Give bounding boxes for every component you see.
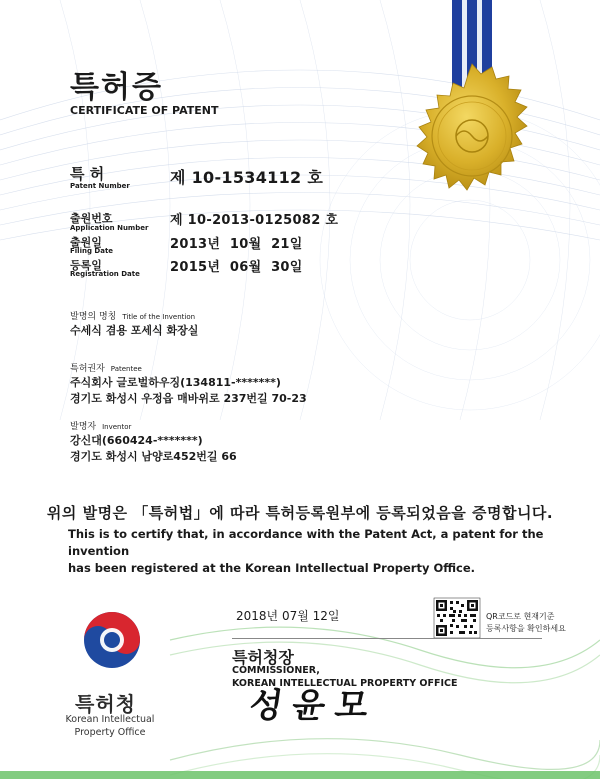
commissioner-en-line1: COMMISSIONER, xyxy=(232,665,320,676)
gold-seal xyxy=(417,64,527,190)
certification-en-line1: This is to certify that, in accordance with the Patent Act, a patent for the invention xyxy=(68,527,544,558)
certification-text-ko: 위의 발명은 「특허법」에 따라 특허등록원부에 등록되었음을 증명합니다. xyxy=(46,504,554,522)
certificate-title-ko: 특허증 xyxy=(70,70,163,105)
registration-date-label-ko: 등록일 xyxy=(70,259,102,272)
invention-title: 수세식 겸용 포세식 화장실 xyxy=(70,324,199,337)
patentee-label-en: Patentee xyxy=(110,365,142,373)
patentee-label-ko: 특허권자 xyxy=(70,364,105,374)
filing-date-label-ko: 출원일 xyxy=(70,236,102,249)
application-number-label-ko: 출원번호 xyxy=(70,212,113,225)
certification-en-line2: has been registered at the Korean Intellectual Property Office. xyxy=(68,561,476,575)
filing-date-label-en: Filing Date xyxy=(70,247,114,255)
registration-date-label-en: Registration Date xyxy=(70,270,140,278)
registration-date-value: 2015년 06월 30일 xyxy=(170,260,303,275)
invention-label xyxy=(70,309,195,322)
filing-date-value: 2013년 10월 21일 xyxy=(170,237,303,252)
patentee-address: 경기도 화성시 우정읍 매바위로 237번길 70-23 xyxy=(70,392,307,405)
inventor-label xyxy=(70,419,131,432)
office-en-line2: Property Office xyxy=(74,727,146,738)
patent-number-label-ko: 특 허 xyxy=(70,165,105,183)
qr-instructions xyxy=(486,611,566,635)
application-number-label-en: Application Number xyxy=(70,224,149,232)
kipo-logo-icon xyxy=(84,612,140,668)
commissioner-en-line2: KOREAN INTELLECTUAL PROPERTY OFFICE xyxy=(232,678,458,689)
patent-number-label-en: Patent Number xyxy=(70,182,130,190)
patent-number-value: 제 10-1534112 호 xyxy=(170,168,324,187)
qr-line1: QR코드로 현재기준 xyxy=(486,612,555,621)
certificate-title-en: CERTIFICATE OF PATENT xyxy=(70,104,219,117)
invention-label-en: Title of the Invention xyxy=(122,313,196,321)
inventor-label-ko: 발명자 xyxy=(70,422,97,432)
patentee-name: 주식회사 글로벌하우징(134811-*******) xyxy=(70,376,281,389)
commissioner-title-ko: 특허청장 xyxy=(232,648,294,667)
office-en-line1: Korean Intellectual xyxy=(65,714,155,725)
inventor-address: 경기도 화성시 남양로452번길 66 xyxy=(70,450,237,463)
qr-code-icon xyxy=(434,598,480,638)
invention-label-ko: 발명의 명칭 xyxy=(70,312,117,322)
patentee-label xyxy=(70,361,142,374)
commissioner-signature: 성윤모 xyxy=(246,686,381,726)
application-number-value: 제 10-2013-0125082 호 xyxy=(170,213,339,228)
qr-line2: 등록사항을 확인하세요 xyxy=(486,624,566,633)
certification-text-en xyxy=(68,526,568,577)
inventor-label-en: Inventor xyxy=(102,423,132,431)
issue-date: 2018년 07월 12일 xyxy=(236,609,340,623)
office-name-ko: 특허청 xyxy=(75,692,136,716)
signature-divider xyxy=(232,638,542,639)
inventor-name: 강신대(660424-*******) xyxy=(70,434,203,447)
office-name-en xyxy=(55,713,165,739)
